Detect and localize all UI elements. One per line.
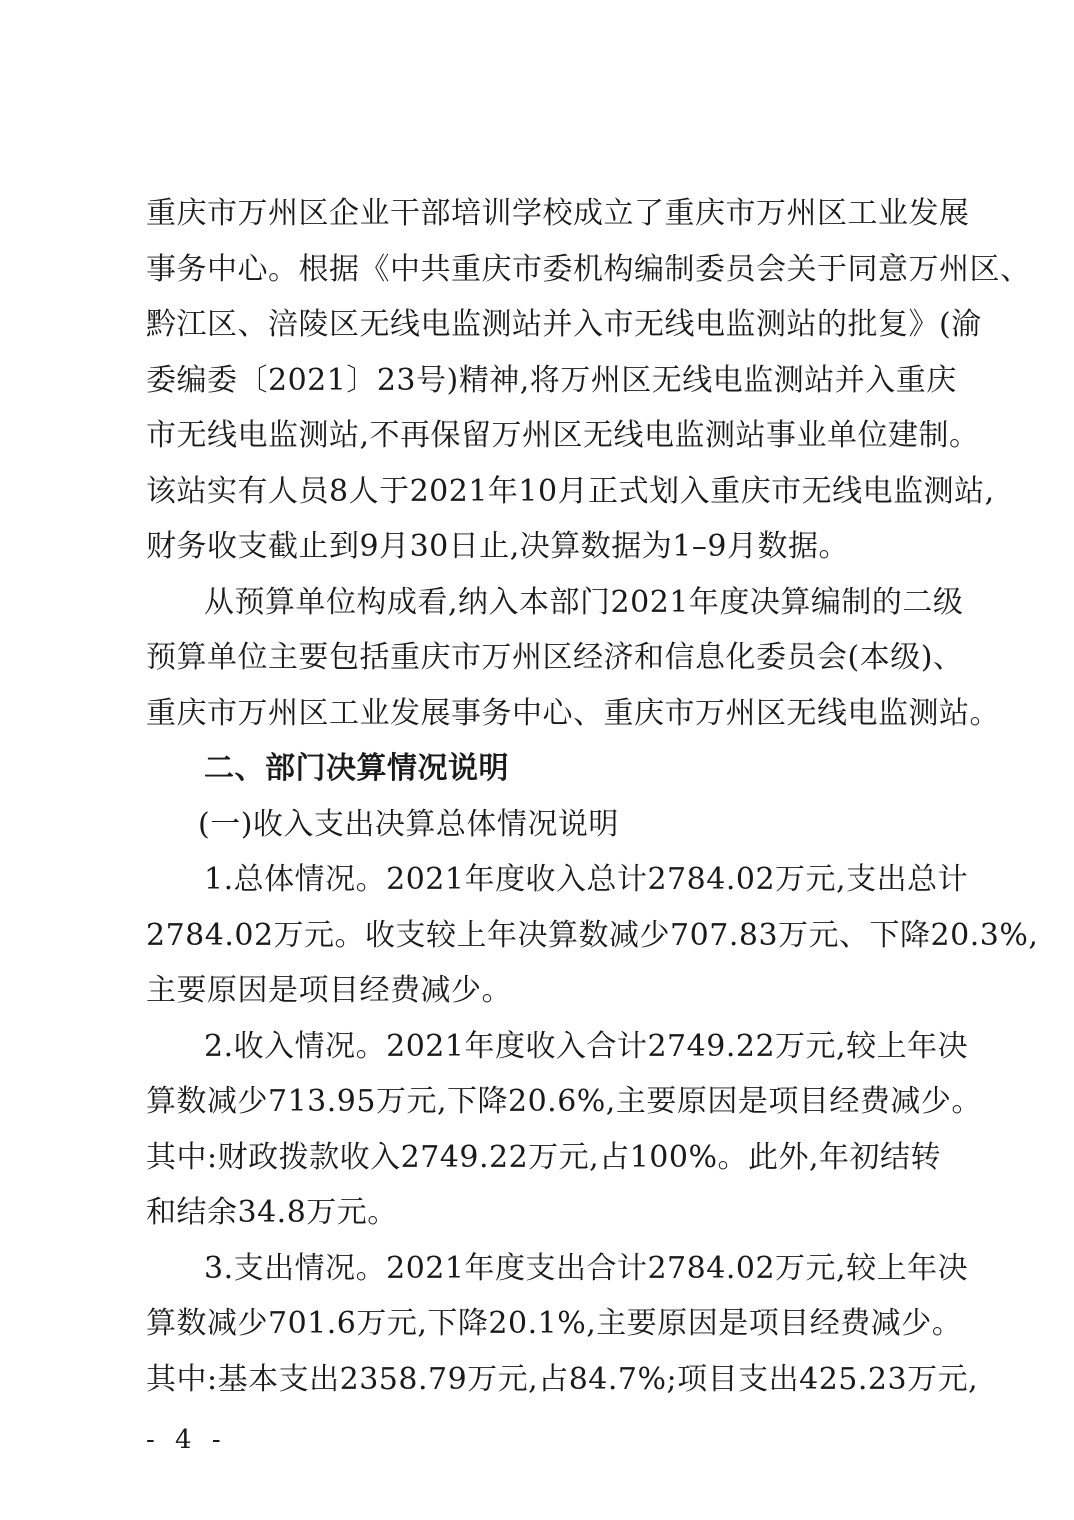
paragraph-line: 1.总体情况。2021年度收入总计2784.02万元,支出总计 (204, 862, 969, 897)
subsection-heading: (一)收入支出决算总体情况说明 (198, 806, 619, 842)
paragraph-line: 事务中心。根据《中共重庆市委机构编制委员会关于同意万州区、 (146, 251, 1031, 287)
paragraph-line: 该站实有人员8人于2021年10月正式划入重庆市无线电监测站, (146, 473, 995, 509)
page-number: - 4 - (146, 1425, 227, 1455)
paragraph-line: 和结余34.8万元。 (146, 1195, 398, 1230)
paragraph-line: 其中:基本支出2358.79万元,占84.7%;项目支出425.23万元, (146, 1361, 979, 1397)
section-heading: 二、部门决算情况说明 (204, 751, 509, 786)
paragraph-line: 其中:财政拨款收入2749.22万元,占100%。此外,年初结转 (146, 1139, 942, 1175)
paragraph-line: 2.收入情况。2021年度收入合计2749.22万元,较上年决 (204, 1028, 969, 1064)
paragraph-line: 从预算单位构成看,纳入本部门2021年度决算编制的二级 (204, 584, 964, 620)
paragraph-line: 重庆市万州区工业发展事务中心、重庆市万州区无线电监测站。 (146, 695, 1000, 731)
paragraph-line: 委编委〔2021〕23号)精神,将万州区无线电监测站并入重庆 (146, 362, 957, 398)
paragraph-line: 市无线电监测站,不再保留万州区无线电监测站事业单位建制。 (146, 418, 980, 453)
paragraph-line: 财务收支截止到9月30日止,决算数据为1–9月数据。 (146, 529, 849, 564)
paragraph-line: 算数减少701.6万元,下降20.1%,主要原因是项目经费减少。 (146, 1306, 963, 1341)
paragraph-line: 2784.02万元。收支较上年决算数减少707.83万元、下降20.3%, (146, 917, 1039, 953)
paragraph-line: 主要原因是项目经费减少。 (146, 973, 512, 1008)
paragraph-line: 预算单位主要包括重庆市万州区经济和信息化委员会(本级)、 (146, 640, 964, 675)
paragraph-line: 重庆市万州区企业干部培训学校成立了重庆市万州区工业发展 (146, 196, 970, 231)
paragraph-line: 黔江区、涪陵区无线电监测站并入市无线电监测站的批复》(渝 (146, 307, 982, 342)
paragraph-line: 算数减少713.95万元,下降20.6%,主要原因是项目经费减少。 (146, 1084, 982, 1119)
paragraph-line: 3.支出情况。2021年度支出合计2784.02万元,较上年决 (204, 1250, 969, 1286)
